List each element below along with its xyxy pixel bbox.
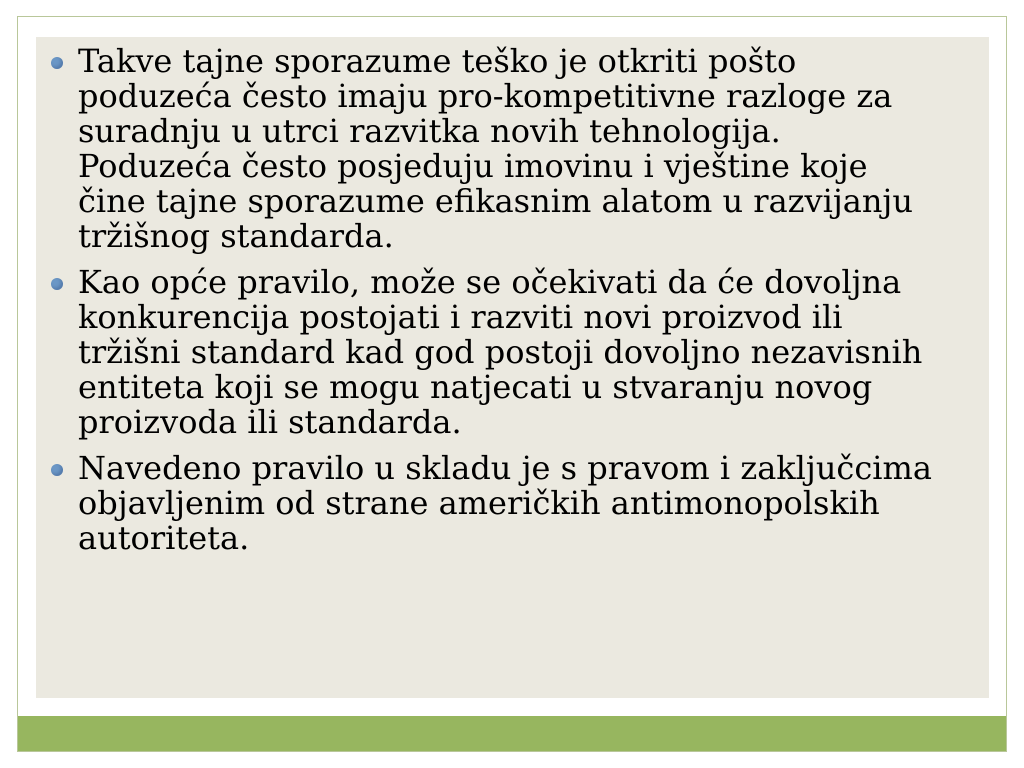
text-line: čine tajne sporazume efikasnim alatom u razvijanju bbox=[78, 182, 913, 220]
text-line: tržišnog standarda. bbox=[78, 217, 394, 255]
bottom-accent-bar bbox=[18, 716, 1006, 751]
bullet-dot-icon bbox=[51, 278, 63, 290]
text-line: Navedeno pravilo u skladu je s pravom i zaključcima bbox=[78, 449, 932, 487]
text-line: konkurencija postojati i razviti novi proizvod ili bbox=[78, 298, 843, 336]
bullet-item bbox=[78, 451, 978, 556]
text-line: autoriteta. bbox=[78, 519, 250, 557]
text-line: objavljenim od strane američkih antimonopolskih bbox=[78, 484, 880, 522]
text-line: proizvoda ili standarda. bbox=[78, 403, 462, 441]
bullet-dot-icon bbox=[51, 464, 63, 476]
bullet-text bbox=[78, 451, 978, 556]
text-line: Kao opće pravilo, može se očekivati da će dovoljna bbox=[78, 263, 902, 301]
bullet-item bbox=[78, 44, 978, 254]
bullet-list bbox=[78, 44, 978, 567]
bullet-item bbox=[78, 265, 978, 440]
text-line: entiteta koji se mogu natjecati u stvaranju novog bbox=[78, 368, 873, 406]
bullet-text bbox=[78, 265, 978, 440]
bullet-text bbox=[78, 44, 978, 254]
text-line: poduzeća često imaju pro-kompetitivne razloge za bbox=[78, 77, 893, 115]
content-panel bbox=[36, 37, 989, 698]
text-line: tržišni standard kad god postoji dovoljno nezavisnih bbox=[78, 333, 923, 371]
text-line: suradnju u utrci razvitka novih tehnologija. bbox=[78, 112, 781, 150]
bullet-dot-icon bbox=[51, 57, 63, 69]
text-line: Takve tajne sporazume teško je otkriti pošto bbox=[78, 42, 797, 80]
text-line: Poduzeća često posjeduju imovinu i vještine koje bbox=[78, 147, 868, 185]
